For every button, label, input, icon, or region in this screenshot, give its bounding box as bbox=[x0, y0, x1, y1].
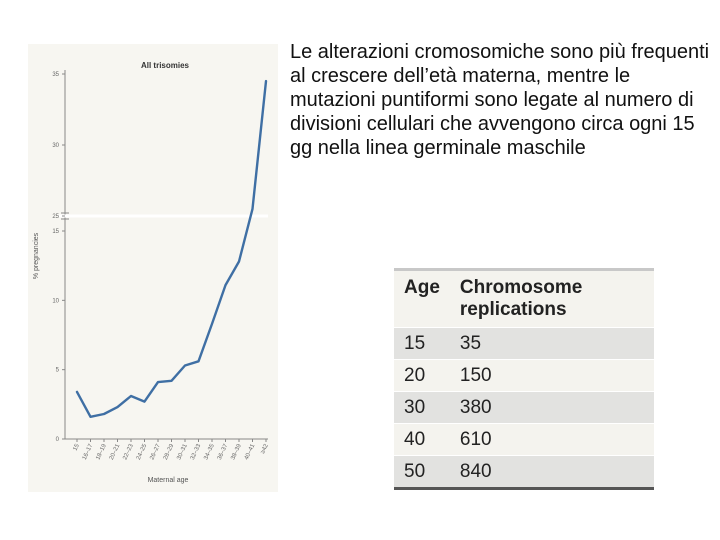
y-tick-label: 15 bbox=[52, 229, 59, 235]
x-tick-label: ≥42 bbox=[260, 443, 270, 455]
x-tick-label: 20–21 bbox=[108, 443, 122, 461]
cell-replications: 840 bbox=[450, 456, 654, 489]
x-tick-label: 38–39 bbox=[230, 443, 243, 461]
x-tick-label: 16–17 bbox=[81, 443, 95, 461]
x-tick-label: 15 bbox=[72, 443, 81, 452]
header-age: Age bbox=[394, 270, 450, 328]
y-tick-label: 10 bbox=[52, 298, 59, 305]
x-tick-label: 36–37 bbox=[216, 443, 230, 461]
table-row bbox=[394, 328, 654, 360]
y-tick-label: 0 bbox=[55, 437, 59, 443]
x-tick-label: 22–23 bbox=[122, 443, 135, 461]
trisomy-series-line bbox=[77, 81, 266, 417]
x-tick-label: 18–19 bbox=[95, 443, 108, 461]
cell-replications: 35 bbox=[450, 328, 654, 360]
cell-replications: 150 bbox=[450, 360, 654, 392]
cell-age: 50 bbox=[394, 456, 450, 489]
x-axis-label: Maternal age bbox=[147, 477, 189, 484]
y-tick-label: 30 bbox=[52, 143, 59, 149]
table-row bbox=[394, 392, 654, 424]
y-tick-label: 5 bbox=[55, 367, 59, 374]
y-axis-label: % pregnancies bbox=[33, 232, 40, 280]
x-tick-label: 40–41 bbox=[243, 443, 257, 461]
cell-age: 15 bbox=[394, 328, 450, 360]
table-row bbox=[394, 424, 654, 456]
x-tick-label: 26–27 bbox=[149, 443, 162, 461]
table-header-row bbox=[394, 270, 654, 328]
x-tick-label: 34–35 bbox=[203, 443, 216, 461]
y-tick-label: 25 bbox=[52, 214, 59, 220]
x-tick-label: 28–29 bbox=[162, 443, 176, 461]
x-tick-label: 32–33 bbox=[189, 443, 203, 461]
cell-age: 20 bbox=[394, 360, 450, 392]
x-tick-label: 30–31 bbox=[176, 443, 189, 461]
cell-replications: 610 bbox=[450, 424, 654, 456]
cell-replications: 380 bbox=[450, 392, 654, 424]
chart-title: All trisomies bbox=[140, 61, 190, 70]
trisomies-chart bbox=[28, 44, 278, 492]
chromosome-replications-table bbox=[394, 268, 654, 490]
cell-age: 40 bbox=[394, 424, 450, 456]
caption-text: Le alterazioni cromosomiche sono più frequenti al crescere dell’età materna, mentre le mutazioni puntiformi sono legate al numero di divisioni cellulari che avvengono circa ogni 15 gg nella linea germinale maschile bbox=[290, 41, 710, 159]
cell-age: 30 bbox=[394, 392, 450, 424]
table-row bbox=[394, 360, 654, 392]
header-chromosome-replications: Chromosome replications bbox=[450, 270, 654, 328]
y-tick-label: 35 bbox=[52, 72, 59, 78]
table-row bbox=[394, 456, 654, 489]
x-tick-label: 24–25 bbox=[135, 443, 149, 461]
